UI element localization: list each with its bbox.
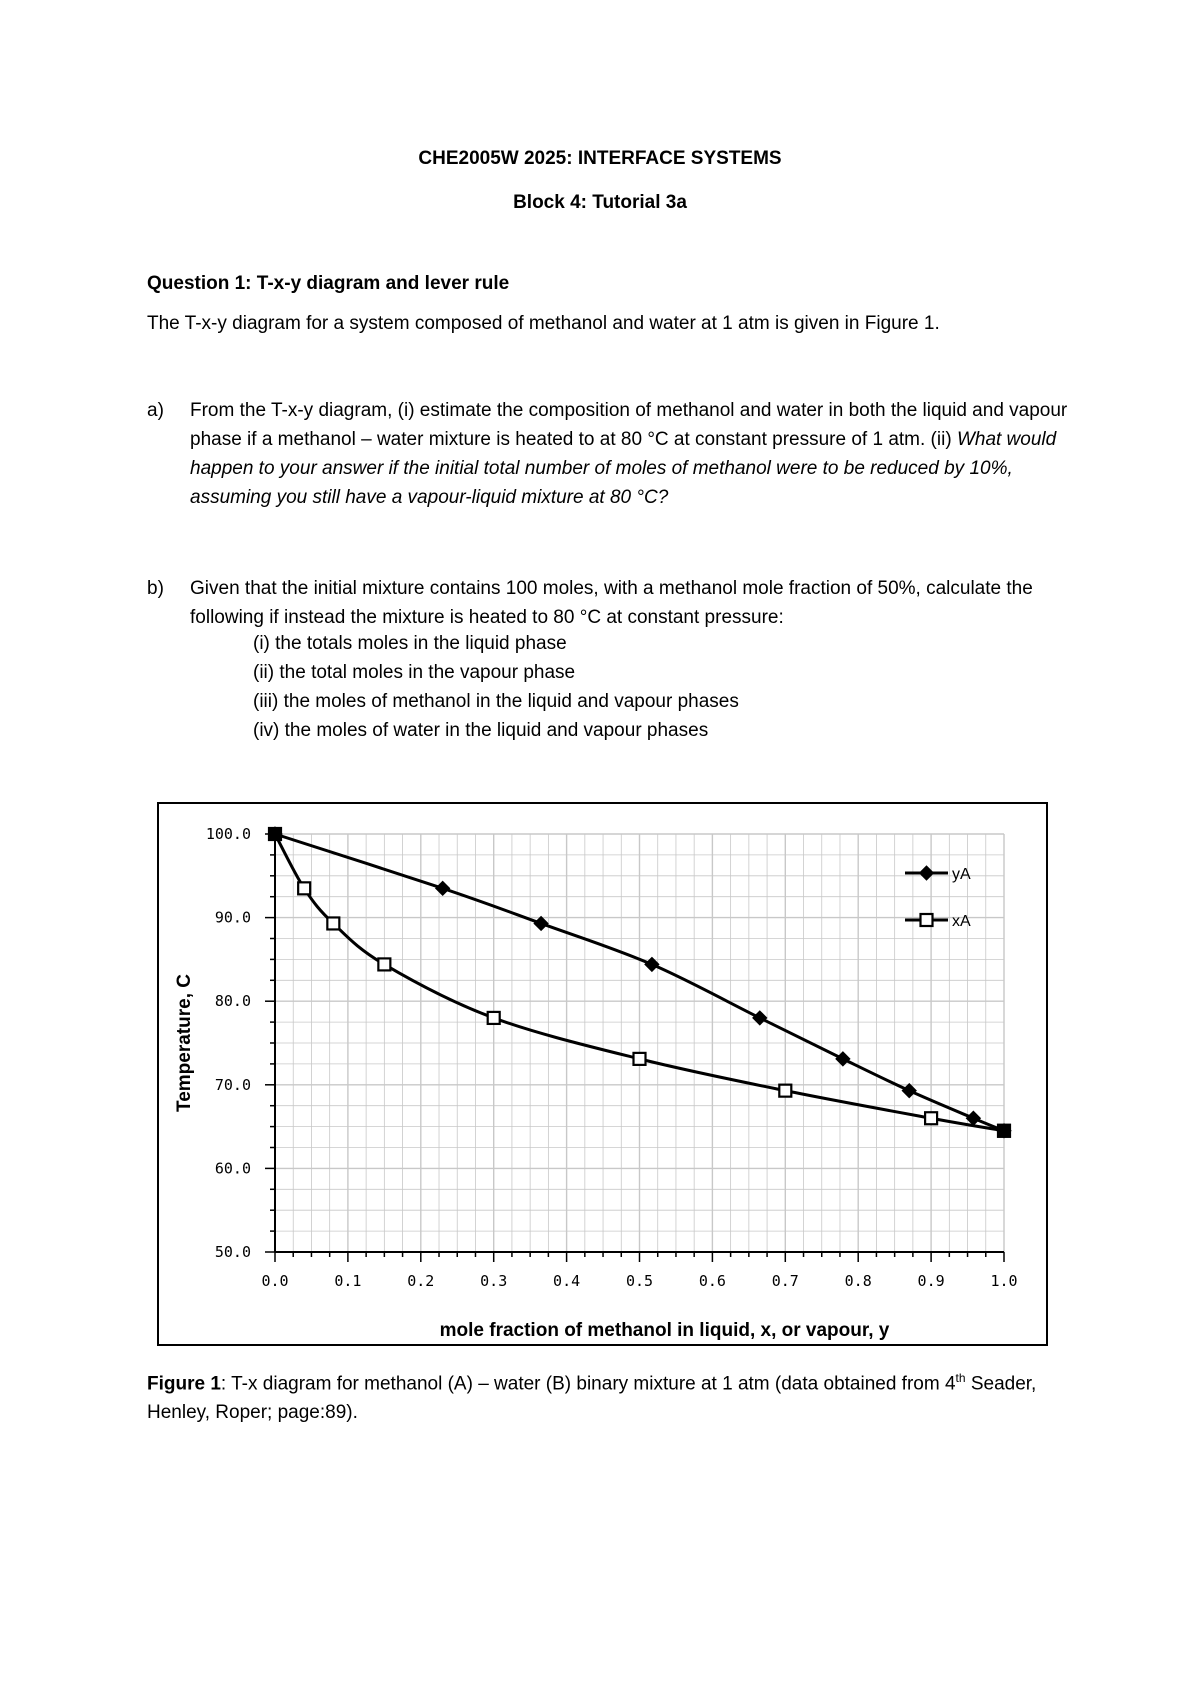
legend-label-yA: yA [952,866,971,883]
data-point-xA [298,882,310,894]
x-tick-label: 0.0 [261,1272,289,1290]
figure-caption [147,1364,1067,1427]
part-b-text: Given that the initial mixture contains 100 moles, with a methanol mole fraction of 50%, calculate the following if instead the mixture is heated to 80 °C at constant pressure: [190,578,1033,628]
x-tick-label: 0.6 [698,1272,726,1290]
part-b-item-2: (ii) the total moles in the vapour phase [253,662,576,683]
x-tick-label: 0.5 [625,1272,654,1290]
part-b-label: b) [147,578,164,599]
data-point-yA [436,881,450,895]
data-point-xA [327,917,339,929]
part-a-italic: What would happen to your answer if the initial total number of moles of methanol were to be reduced by 10%, assuming you still have a vapour-liquid mixture at 80 °C? [190,429,1057,508]
x-tick-label: 0.4 [553,1272,581,1290]
question-intro: The T-x-y diagram for a system composed of methanol and water at 1 atm is given in Figure 1. [147,313,940,334]
data-point-xA [925,1112,937,1124]
caption-label: Figure 1 [147,1373,221,1395]
data-point-xA [378,958,390,970]
part-b-item-1: (i) the totals moles in the liquid phase [253,633,567,654]
tutorial-title: Block 4: Tutorial 3a [513,192,687,213]
x-tick-label: 0.7 [771,1272,799,1290]
data-point-yA [902,1084,916,1098]
data-point-xA [634,1053,646,1065]
data-point-yA [534,916,548,930]
data-point-xA [779,1085,791,1097]
part-b-item-3: (iii) the moles of methanol in the liquid and vapour phases [253,691,739,712]
legend-label-xA: xA [952,913,971,930]
data-point-xA [488,1012,500,1024]
data-point-yA [753,1011,767,1025]
x-tick-label: 0.8 [844,1272,872,1290]
y-tick-label: 50.0 [214,1243,251,1261]
y-tick-label: 70.0 [214,1075,251,1094]
endpoint-marker [268,827,282,841]
x-axis-label: mole fraction of methanol in liquid, x, or vapour, y [439,1320,890,1341]
x-tick-label: 0.2 [407,1272,435,1290]
legend-marker-xA [921,914,933,926]
caption-text-1: : T-x diagram for methanol (A) – water (B) binary mixture at 1 atm (data obtained from 4 [220,1373,956,1395]
x-tick-label: 0.3 [480,1272,508,1290]
part-a-label: a) [147,400,164,421]
caption-sup: th [955,1371,966,1385]
y-tick-label: 100.0 [205,825,251,843]
y-tick-label: 60.0 [214,1159,251,1178]
part-a-main: From the T-x-y diagram, (i) estimate the composition of methanol and water in both the liquid and vapour phase if a methanol – water mixture is heated to at 80 °C at constant pressure of 1 atm. (ii) [190,400,1068,450]
x-tick-label: 1.0 [990,1272,1018,1290]
endpoint-marker [997,1124,1011,1138]
course-title: CHE2005W 2025: INTERFACE SYSTEMS [418,148,782,169]
y-tick-label: 90.0 [214,908,251,927]
x-tick-label: 0.9 [917,1272,945,1290]
caption-text-2: Seader, Henley, Roper; page:89). [147,1373,1037,1424]
data-point-yA [966,1111,980,1125]
part-b-item-4: (iv) the moles of water in the liquid and vapour phases [253,720,709,741]
y-axis-label: Temperature, C [174,974,195,1112]
question-heading: Question 1: T-x-y diagram and lever rule [147,273,510,294]
y-tick-label: 80.0 [214,992,251,1011]
x-tick-label: 0.1 [334,1272,362,1290]
